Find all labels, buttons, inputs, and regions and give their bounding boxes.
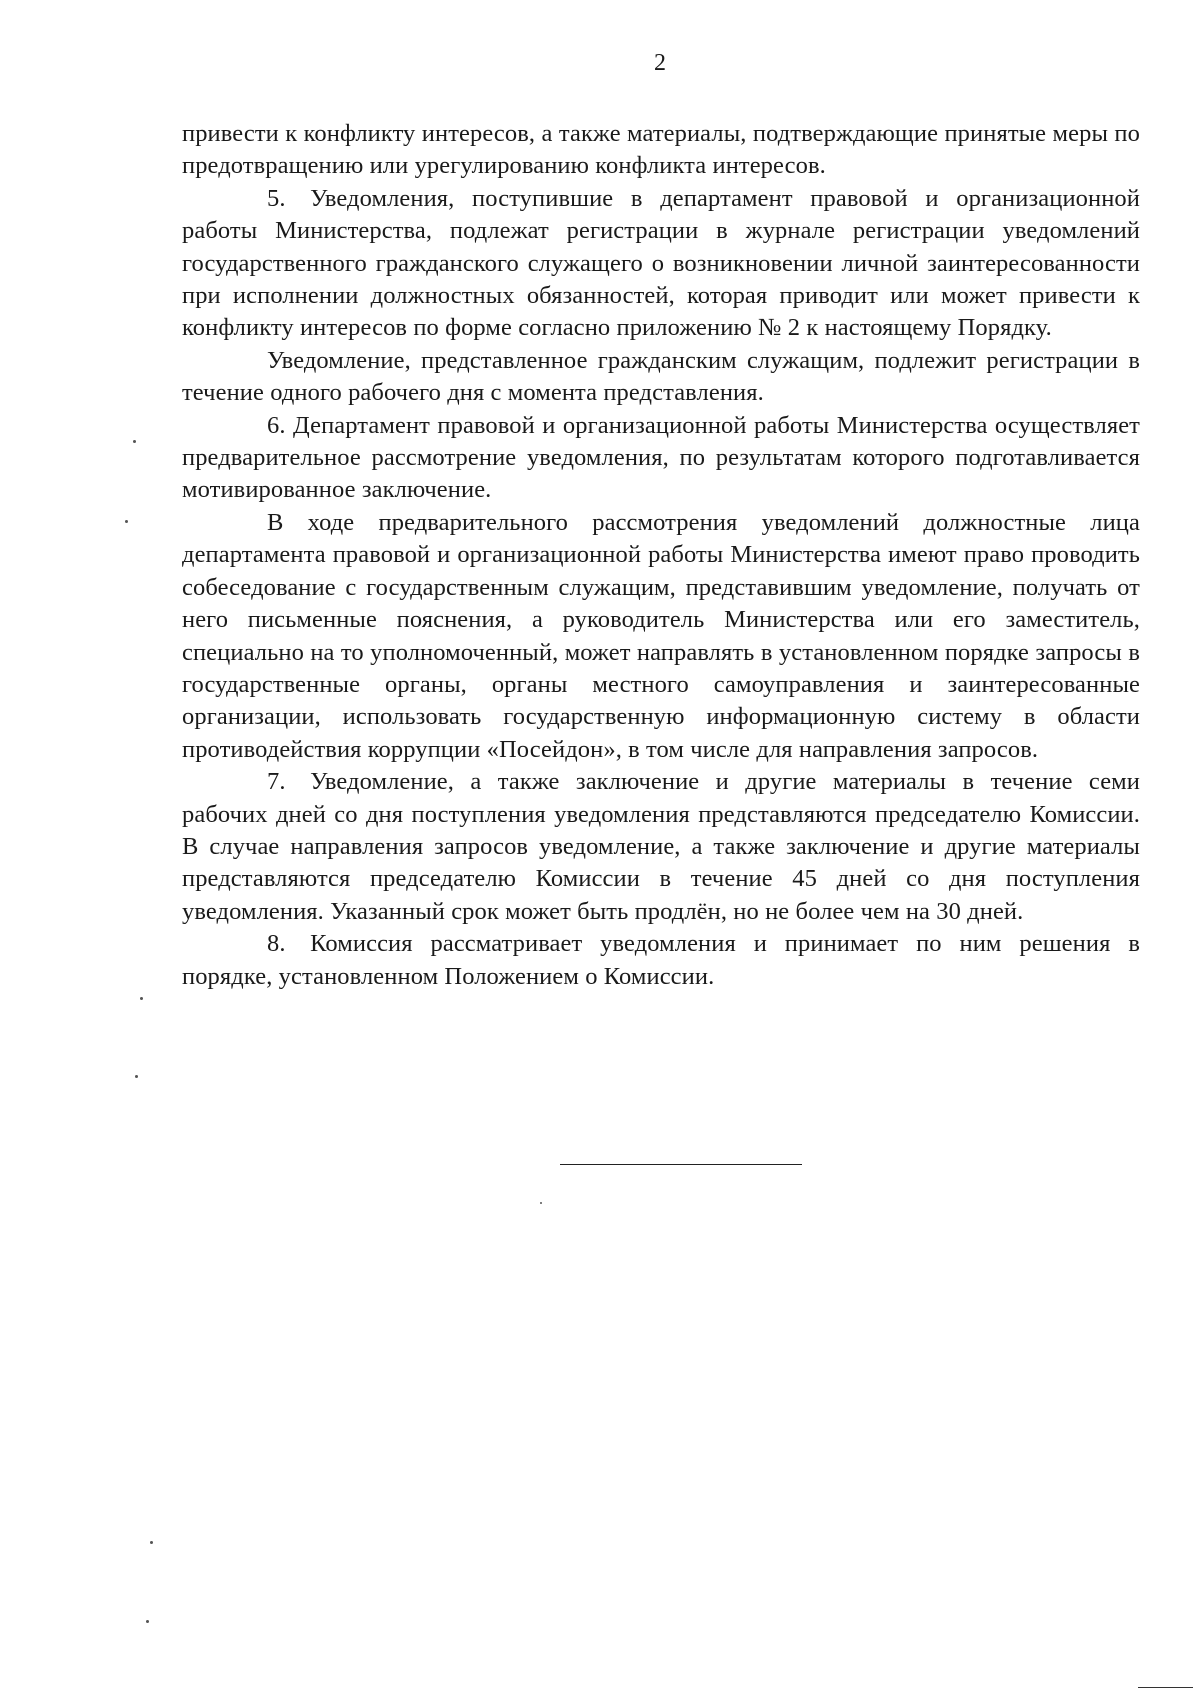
scan-speck (146, 1620, 149, 1623)
scan-speck (540, 1202, 542, 1204)
paragraph-item-5: 5. Уведомления, поступившие в департамент правовой и организационной работы Министерства, подлежат регистрации в журнале регистрации уведомлений государственного гражданского служащего о возникновении личной заинтересованности при исполнении должностных обязанностей, которая приводит или может привести к конфликту интересов по форме согласно приложению № 2 к настоящему Порядку. (182, 184, 1140, 342)
paragraph-item-8: 8. Комиссия рассматривает уведомления и принимает по ним решения в порядке, установленном Положением о Комиссии. (182, 930, 1140, 990)
paragraph-registration-term: Уведомление, представленное гражданским служащим, подлежит регистрации в течение одного рабочего дня с момента представления. (182, 346, 1140, 407)
document-body (182, 118, 1140, 993)
paragraph-continuation: привести к конфликту интересов, а также материалы, подтверждающие принятые меры по предотвращению или урегулированию конфликта интересов. (182, 120, 1140, 180)
corner-scan-line (1138, 1687, 1193, 1688)
paragraph-preliminary-review: В ходе предварительного рассмотрения уведомлений должностные лица департамента правовой и организационной работы Министерства имеют право проводить собеседование с государственным служащим, представившим уведомление, получать от него письменные пояснения, а руководитель Министерства или его заместитель, специально на то уполномоченный, может направлять в установленном порядке запросы в государственные органы, органы местного самоуправления и заинтересованные организации, использовать государственную информационную систему в области противодействия коррупции «Посейдон», в том числе для направления запросов. (182, 508, 1140, 763)
page-number: 2 (654, 50, 666, 76)
scan-speck (125, 520, 128, 523)
paragraph-item-7: 7. Уведомление, а также заключение и другие материалы в течение семи рабочих дней со дня поступления уведомления представляются председателю Комиссии. В случае направления запросов уведомление, а также заключение и другие материалы представляются председателю Комиссии в течение 45 дней со дня поступления уведомления. Указанный срок может быть продлён, но не более чем на 30 дней. (182, 768, 1140, 925)
end-of-text-rule (560, 1164, 802, 1165)
paragraph-item-6: 6. Департамент правовой и организационной работы Министерства осуществляет предварительное рассмотрение уведомления, по результатам которого подготавливается мотивированное заключение. (182, 411, 1140, 504)
scan-speck (135, 1075, 138, 1078)
scan-speck (150, 1541, 153, 1544)
scan-speck (140, 997, 143, 1000)
scan-speck (133, 440, 136, 443)
